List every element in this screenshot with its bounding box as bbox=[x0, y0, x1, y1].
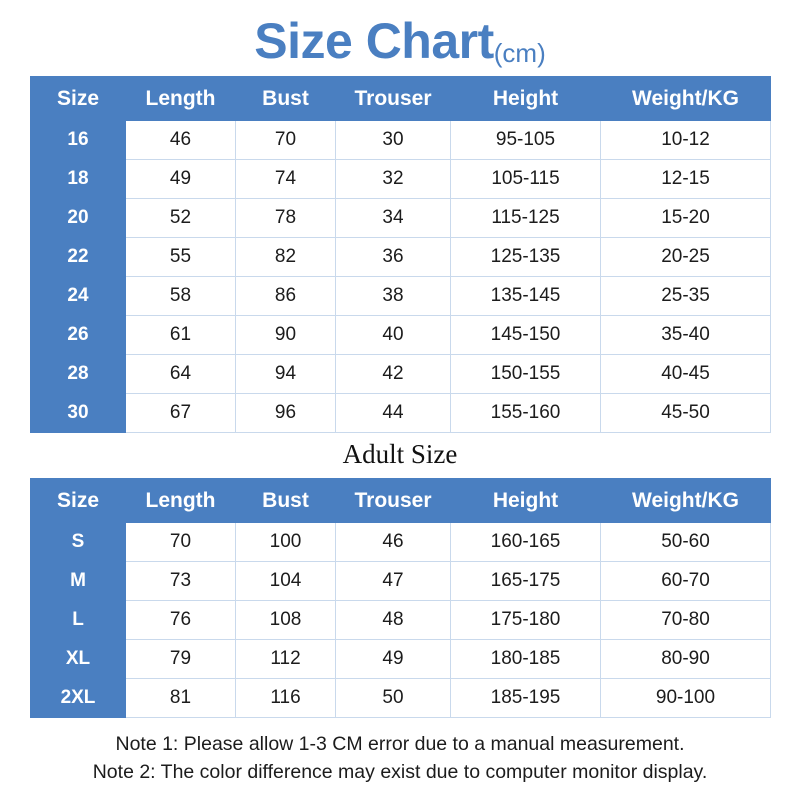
table-row bbox=[31, 523, 771, 562]
cell-size: 18 bbox=[31, 160, 126, 199]
cell-bust: 82 bbox=[236, 238, 336, 277]
table-row bbox=[31, 562, 771, 601]
cell-weight: 60-70 bbox=[601, 562, 771, 601]
table-row bbox=[31, 277, 771, 316]
cell-weight: 15-20 bbox=[601, 199, 771, 238]
cell-weight: 25-35 bbox=[601, 277, 771, 316]
cell-height: 145-150 bbox=[451, 316, 601, 355]
cell-trouser: 36 bbox=[336, 238, 451, 277]
table-row bbox=[31, 355, 771, 394]
cell-trouser: 34 bbox=[336, 199, 451, 238]
cell-weight: 50-60 bbox=[601, 523, 771, 562]
cell-size: 2XL bbox=[31, 679, 126, 718]
cell-height: 115-125 bbox=[451, 199, 601, 238]
cell-size: L bbox=[31, 601, 126, 640]
cell-bust: 116 bbox=[236, 679, 336, 718]
table-row bbox=[31, 679, 771, 718]
cell-bust: 86 bbox=[236, 277, 336, 316]
cell-trouser: 47 bbox=[336, 562, 451, 601]
cell-trouser: 48 bbox=[336, 601, 451, 640]
cell-weight: 90-100 bbox=[601, 679, 771, 718]
cell-size: 16 bbox=[31, 121, 126, 160]
cell-trouser: 46 bbox=[336, 523, 451, 562]
table-row bbox=[31, 160, 771, 199]
cell-size: M bbox=[31, 562, 126, 601]
cell-bust: 70 bbox=[236, 121, 336, 160]
table-header-row bbox=[31, 77, 771, 121]
cell-height: 175-180 bbox=[451, 601, 601, 640]
page-title bbox=[0, 0, 800, 76]
table-row bbox=[31, 640, 771, 679]
cell-length: 67 bbox=[126, 394, 236, 433]
column-header-bust: Bust bbox=[236, 77, 336, 121]
cell-length: 70 bbox=[126, 523, 236, 562]
column-header-bust: Bust bbox=[236, 479, 336, 523]
cell-weight: 70-80 bbox=[601, 601, 771, 640]
cell-size: 20 bbox=[31, 199, 126, 238]
table-row bbox=[31, 238, 771, 277]
cell-size: 26 bbox=[31, 316, 126, 355]
cell-trouser: 30 bbox=[336, 121, 451, 160]
page-title-main: Size Chart bbox=[254, 13, 494, 69]
cell-weight: 35-40 bbox=[601, 316, 771, 355]
column-header-size: Size bbox=[31, 479, 126, 523]
adult-table-head bbox=[31, 479, 771, 523]
kids-size-table-block bbox=[30, 76, 770, 433]
cell-weight: 80-90 bbox=[601, 640, 771, 679]
table-row bbox=[31, 316, 771, 355]
cell-length: 58 bbox=[126, 277, 236, 316]
cell-trouser: 42 bbox=[336, 355, 451, 394]
column-header-trouser: Trouser bbox=[336, 479, 451, 523]
kids-size-table bbox=[30, 76, 771, 433]
cell-height: 125-135 bbox=[451, 238, 601, 277]
column-header-height: Height bbox=[451, 77, 601, 121]
cell-bust: 90 bbox=[236, 316, 336, 355]
cell-length: 64 bbox=[126, 355, 236, 394]
cell-bust: 104 bbox=[236, 562, 336, 601]
cell-height: 165-175 bbox=[451, 562, 601, 601]
cell-height: 105-115 bbox=[451, 160, 601, 199]
column-header-size: Size bbox=[31, 77, 126, 121]
column-header-weight: Weight/KG bbox=[601, 77, 771, 121]
cell-length: 81 bbox=[126, 679, 236, 718]
cell-size: 24 bbox=[31, 277, 126, 316]
page-title-unit: (cm) bbox=[493, 38, 546, 68]
cell-bust: 94 bbox=[236, 355, 336, 394]
cell-size: S bbox=[31, 523, 126, 562]
cell-weight: 20-25 bbox=[601, 238, 771, 277]
cell-weight: 45-50 bbox=[601, 394, 771, 433]
table-header-row bbox=[31, 479, 771, 523]
cell-bust: 96 bbox=[236, 394, 336, 433]
column-header-length: Length bbox=[126, 479, 236, 523]
column-header-height: Height bbox=[451, 479, 601, 523]
cell-height: 155-160 bbox=[451, 394, 601, 433]
cell-bust: 100 bbox=[236, 523, 336, 562]
cell-bust: 108 bbox=[236, 601, 336, 640]
cell-trouser: 40 bbox=[336, 316, 451, 355]
cell-length: 52 bbox=[126, 199, 236, 238]
cell-height: 135-145 bbox=[451, 277, 601, 316]
cell-height: 160-165 bbox=[451, 523, 601, 562]
cell-weight: 12-15 bbox=[601, 160, 771, 199]
cell-height: 95-105 bbox=[451, 121, 601, 160]
cell-length: 79 bbox=[126, 640, 236, 679]
cell-length: 46 bbox=[126, 121, 236, 160]
cell-length: 73 bbox=[126, 562, 236, 601]
cell-length: 76 bbox=[126, 601, 236, 640]
adult-table-body bbox=[31, 523, 771, 718]
cell-trouser: 50 bbox=[336, 679, 451, 718]
cell-trouser: 38 bbox=[336, 277, 451, 316]
cell-trouser: 44 bbox=[336, 394, 451, 433]
table-row bbox=[31, 121, 771, 160]
notes-block bbox=[0, 730, 800, 787]
cell-weight: 40-45 bbox=[601, 355, 771, 394]
table-row bbox=[31, 601, 771, 640]
column-header-weight: Weight/KG bbox=[601, 479, 771, 523]
note-line-1: Note 1: Please allow 1-3 CM error due to a manual measurement. bbox=[115, 733, 685, 755]
cell-trouser: 32 bbox=[336, 160, 451, 199]
cell-bust: 78 bbox=[236, 199, 336, 238]
column-header-length: Length bbox=[126, 77, 236, 121]
cell-size: 28 bbox=[31, 355, 126, 394]
column-header-trouser: Trouser bbox=[336, 77, 451, 121]
cell-size: XL bbox=[31, 640, 126, 679]
cell-height: 150-155 bbox=[451, 355, 601, 394]
adult-size-table-block bbox=[30, 478, 770, 718]
kids-table-body bbox=[31, 121, 771, 433]
cell-trouser: 49 bbox=[336, 640, 451, 679]
adult-size-table bbox=[30, 478, 771, 718]
adult-size-heading: Adult Size bbox=[342, 439, 458, 469]
cell-length: 55 bbox=[126, 238, 236, 277]
cell-height: 185-195 bbox=[451, 679, 601, 718]
cell-length: 61 bbox=[126, 316, 236, 355]
cell-bust: 74 bbox=[236, 160, 336, 199]
cell-weight: 10-12 bbox=[601, 121, 771, 160]
cell-length: 49 bbox=[126, 160, 236, 199]
kids-table-head bbox=[31, 77, 771, 121]
note-line-2: Note 2: The color difference may exist due to computer monitor display. bbox=[92, 761, 708, 784]
table-row bbox=[31, 199, 771, 238]
cell-height: 180-185 bbox=[451, 640, 601, 679]
cell-size: 22 bbox=[31, 238, 126, 277]
cell-size: 30 bbox=[31, 394, 126, 433]
table-row bbox=[31, 394, 771, 433]
cell-bust: 112 bbox=[236, 640, 336, 679]
